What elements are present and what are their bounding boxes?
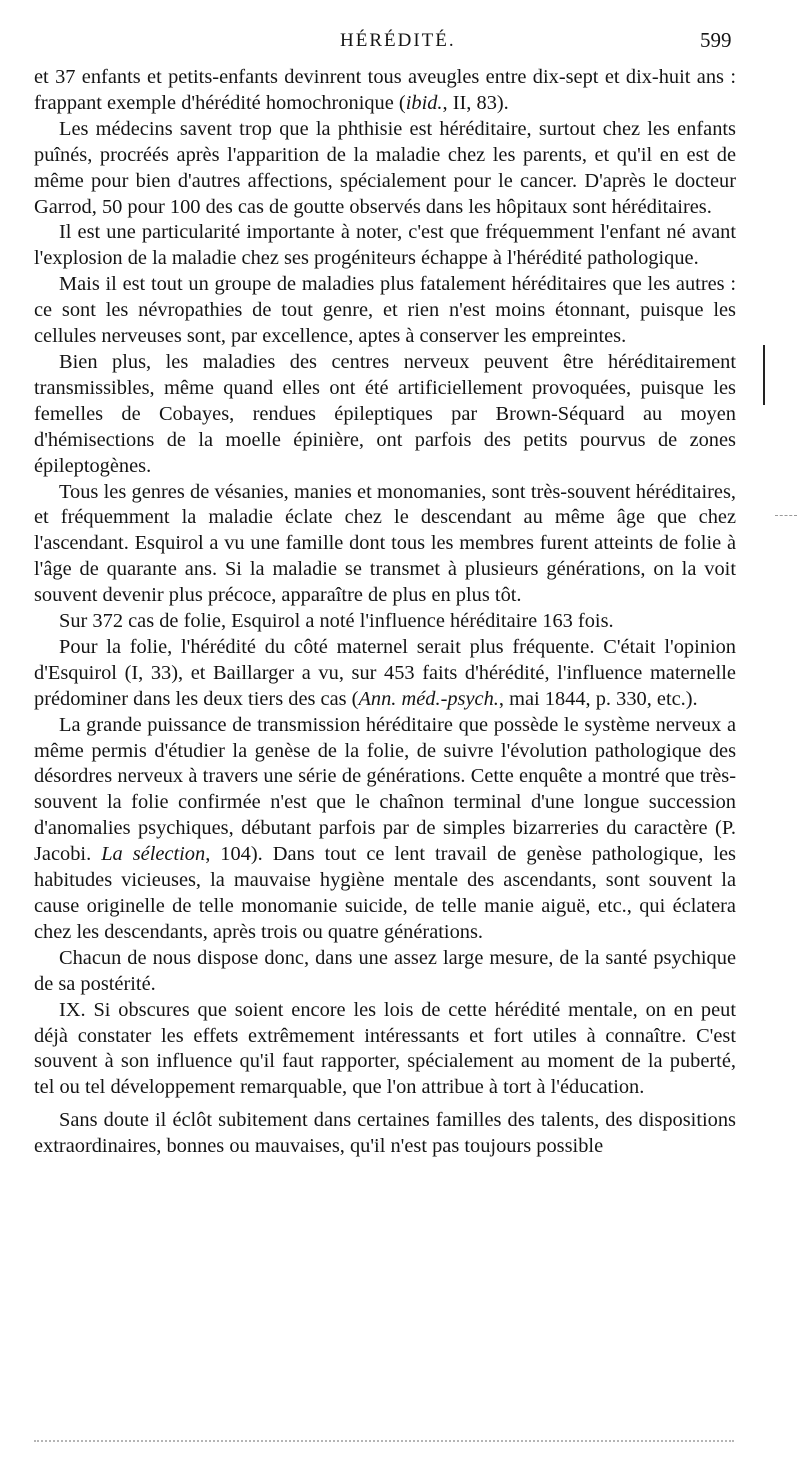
paragraph-1-text-end: , II, 83). [442,91,509,114]
paragraph-5-text: Bien plus, les maladies des centres nerveux peuvent être héréditairement transmissibles, même quand elles ont été artificiellement provoquées, puisque les femelles de Cobayes, rendues épileptiques par Brown-Séquard au moyen d'hémisections de la moelle épinière, ont parfois des petits pourvus de zones épileptogènes. [34,350,736,477]
paragraph-9-text: La grande puissance de transmission héréditaire que possède le système nerveux a même permis d'étudier la genèse de la folie, de suivre l'évolution pathologique des désordres nerveux à travers une série de générations. Cette enquête a montré que très-souvent la folie confirmée n'est que le chaînon terminal d'une longue succession d'anomalies psychiques, débutant parfois par de simples bizarreries du caractère (P. Jacobi. [34,713,736,866]
paragraph-1-citation: ibid. [405,91,443,114]
running-title: HÉRÉDITÉ. [340,30,456,51]
paragraph-7-text: Sur 372 cas de folie, Esquirol a noté l'influence héréditaire 163 fois. [59,610,614,633]
paragraph-4 [34,272,736,350]
paragraph-1-text: et 37 enfants et petits-enfants devinrent tous aveugles entre dix-sept et dix-huit ans : frappant exemple d'hérédité homochronique ( [34,66,736,114]
paragraph-3 [34,220,736,272]
paragraph-10-text: Chacun de nous dispose donc, dans une assez large mesure, de la santé psychique de sa postérité. [34,946,736,995]
paragraph-9 [34,713,736,946]
paragraph-9-text-end: , 104). Dans tout ce lent travail de genèse pathologique, les habitudes vicieuses, la mauvaise hygiène mentale des ascendants, sont souvent la cause originelle de telle monomanie suicide, de telle manie aiguë, etc., qui éclatera chez les descendants, après trois ou quatre générations. [34,843,736,943]
paragraph-8 [34,635,736,713]
paragraph-11 [34,998,736,1102]
paragraph-2-text: Les médecins savent trop que la phthisie est héréditaire, surtout chez les enfants puînés, procréés après l'apparition de la maladie chez les parents, et qu'il en est de même pour bien d'autres affections, spécialement pour le cancer. D'après le docteur Garrod, 50 pour 100 des cas de goutte observés dans les hôpitaux sont héréditaires. [34,117,736,218]
paragraph-8-text-end: , mai 1844, p. 330, etc.). [498,687,698,710]
paragraph-9-citation: La sélection [101,843,206,866]
paragraph-7 [34,609,736,635]
paragraph-1 [34,65,736,117]
paragraph-6 [34,480,736,610]
page-number: 599 [700,28,732,52]
paragraph-5 [34,350,736,480]
paragraph-10 [34,946,736,998]
margin-vertical-mark [763,345,765,405]
paragraph-6-text: Tous les genres de vésanies, manies et monomanies, sont très-souvent héréditaires, et fréquemment la maladie éclate chez le descendant au même âge que chez l'ascendant. Esquirol a vu une famille dont tous les membres furent atteints de folie à l'âge de quarante ans. Si la maladie se transmet à plusieurs générations, on la voit souvent devenir plus précoce, apparaître de plus en plus tôt. [34,480,736,607]
margin-dash-mark [775,515,797,516]
paragraph-3-text: Il est une particularité importante à noter, c'est que fréquemment l'enfant né avant l'explosion de la maladie chez ses progéniteurs échappe à l'hérédité pathologique. [34,221,736,270]
paragraph-8-citation: Ann. méd.-psych. [358,687,499,710]
paragraph-12 [34,1108,736,1160]
bottom-scan-artifact [34,1440,734,1442]
body-text [34,65,736,1160]
paragraph-8-text: Pour la folie, l'hérédité du côté maternel serait plus fréquente. C'était l'opinion d'Esquirol (I, 33), et Baillarger a vu, sur 453 faits d'hérédité, l'influence maternelle prédominer dans les deux tiers des cas ( [34,635,736,710]
paragraph-2 [34,117,736,221]
paragraph-4-text: Mais il est tout un groupe de maladies plus fatalement héréditaires que les autres : ce sont les névropathies de tout genre, et rien n'est moins étonnant, puisque les cellules nerveuses sont, par excellence, aptes à conserver les empreintes. [34,273,736,348]
paragraph-12-text: Sans doute il éclôt subitement dans certaines familles des talents, des dispositions extraordinaires, bonnes ou mauvaises, qu'il n'est pas toujours possible [34,1109,736,1158]
paragraph-11-text: IX. Si obscures que soient encore les lois de cette hérédité mentale, on en peut déjà constater les effets extrêmement intéressants et fort utiles à connaître. C'est souvent à son influence qu'il faut rapporter, spécialement au moment de la puberté, tel ou tel développement remarquable, que l'on attribue à tort à l'éducation. [34,998,736,1099]
